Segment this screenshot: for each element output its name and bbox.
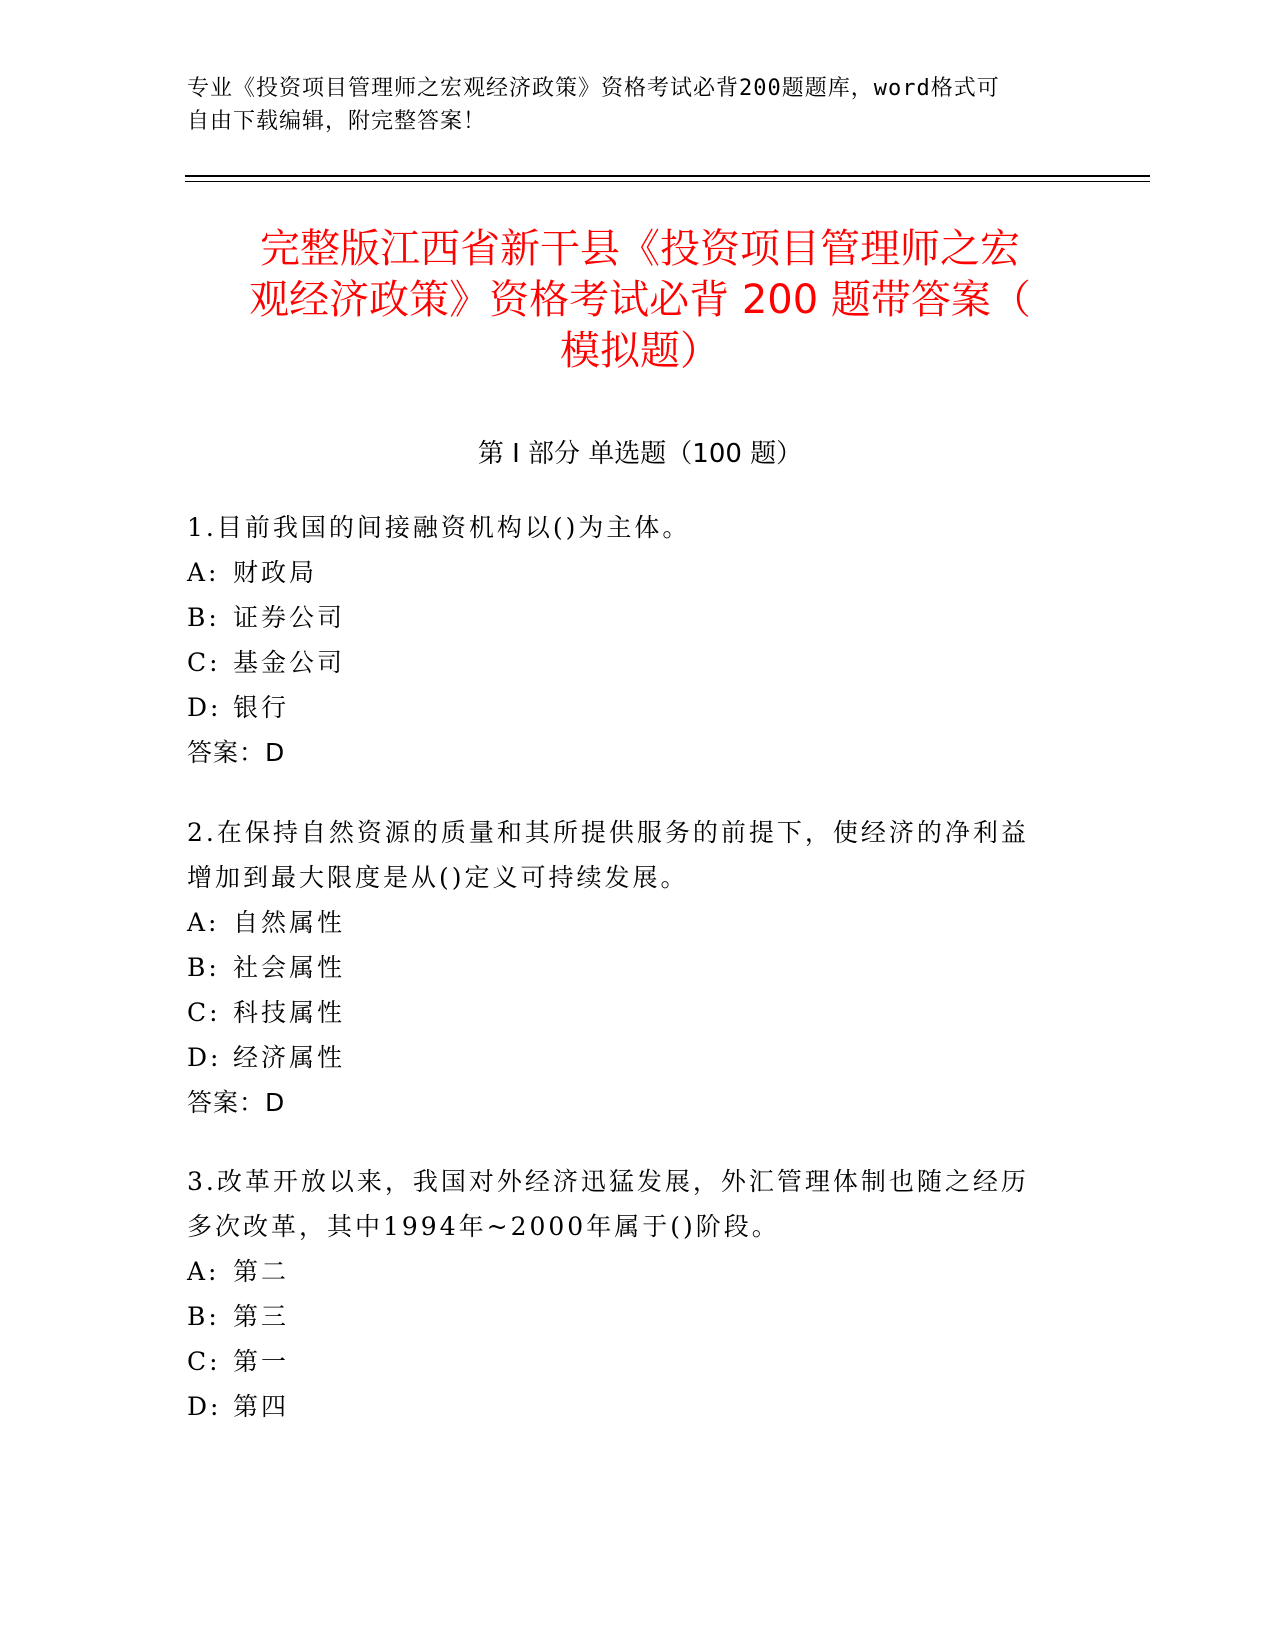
option-d	[187, 685, 1067, 730]
option-text: 经济属性	[233, 1043, 346, 1072]
option-text: 第三	[233, 1302, 290, 1331]
header-rule	[185, 175, 1150, 177]
question-stem: 增加到最大限度是从()定义可持续发展。	[187, 863, 689, 892]
option-b	[187, 945, 1067, 990]
title-line: 观经济政策》资格考试必背 200 题带答案（	[249, 277, 1031, 323]
option-key: A:	[187, 1257, 220, 1286]
intro-text	[187, 72, 1067, 138]
answer-line: 答案：D	[187, 738, 286, 767]
option-key: B:	[187, 953, 220, 982]
option-d	[187, 1384, 1067, 1429]
option-c	[187, 990, 1067, 1035]
section-heading: 第 I 部分 单选题（100 题）	[477, 439, 803, 469]
option-key: C:	[187, 648, 221, 677]
option-c	[187, 1339, 1067, 1384]
question-stem: 多次改革，其中1994年~2000年属于()阶段。	[187, 1212, 780, 1241]
option-c	[187, 640, 1067, 685]
header-rule-thin	[185, 181, 1150, 182]
question-stem: 3.改革开放以来，我国对外经济迅猛发展，外汇管理体制也随之经历	[187, 1167, 1029, 1196]
option-b	[187, 595, 1067, 640]
option-b	[187, 1294, 1067, 1339]
option-text: 第一	[233, 1347, 290, 1376]
option-key: C:	[187, 998, 221, 1027]
question-stem: 2.在保持自然资源的质量和其所提供服务的前提下，使经济的净利益	[187, 818, 1029, 847]
option-key: D:	[187, 1392, 222, 1421]
option-text: 第四	[233, 1392, 290, 1421]
option-text: 自然属性	[233, 908, 346, 937]
option-key: B:	[187, 1302, 220, 1331]
option-a	[187, 1249, 1067, 1294]
option-key: C:	[187, 1347, 221, 1376]
title-line: 完整版江西省新干县《投资项目管理师之宏	[260, 226, 1020, 272]
option-key: D:	[187, 693, 222, 722]
option-text: 财政局	[233, 558, 318, 587]
option-key: A:	[187, 908, 220, 937]
option-a	[187, 550, 1067, 595]
question-1	[187, 505, 1067, 775]
option-text: 第二	[233, 1257, 290, 1286]
option-key: A:	[187, 558, 220, 587]
title-line: 模拟题）	[560, 328, 720, 374]
intro-line: 自由下载编辑，附完整答案！	[187, 109, 487, 134]
option-a	[187, 900, 1067, 945]
question-2	[187, 810, 1067, 1125]
option-text: 社会属性	[233, 953, 346, 982]
option-key: B:	[187, 603, 220, 632]
document-title	[180, 224, 1100, 377]
option-key: D:	[187, 1043, 222, 1072]
intro-line: 专业《投资项目管理师之宏观经济政策》资格考试必背200题题库，word格式可	[187, 76, 1000, 101]
question-stem: 1.目前我国的间接融资机构以()为主体。	[187, 513, 691, 542]
option-text: 银行	[233, 693, 290, 722]
question-3	[187, 1159, 1067, 1429]
option-text: 证券公司	[233, 603, 346, 632]
option-d	[187, 1035, 1067, 1080]
option-text: 基金公司	[233, 648, 346, 677]
option-text: 科技属性	[233, 998, 346, 1027]
answer-line: 答案：D	[187, 1088, 286, 1117]
